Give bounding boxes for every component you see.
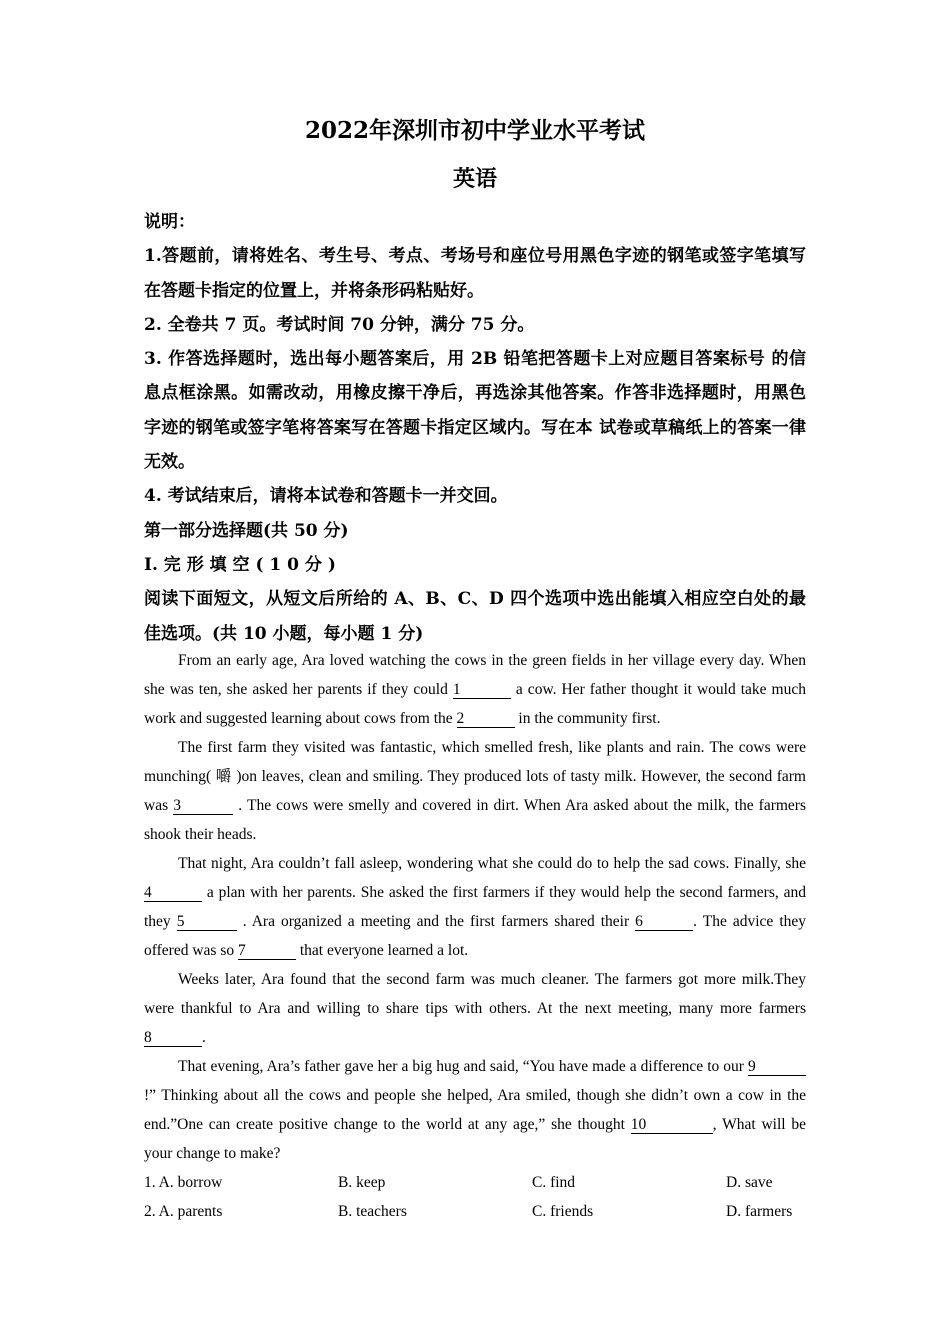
blank-8: 8 — [144, 1029, 202, 1047]
blank-7: 7 — [238, 942, 296, 960]
option-1b: B. keep — [338, 1174, 386, 1191]
section-heading: 第一部分选择题(共 50 分) — [144, 520, 349, 541]
option-1c: C. find — [532, 1174, 576, 1191]
option-2d: D. farmers — [726, 1203, 793, 1220]
blank-9: 9 — [748, 1058, 806, 1076]
blank-4: 4 — [144, 884, 202, 902]
blank-1: 1 — [453, 681, 511, 699]
subject-title: 英语 — [452, 166, 497, 192]
blank-2: 2 — [457, 710, 515, 728]
passage-paragraph-2: The first farm they visited was fantastic, which smelled fresh, like plants and rain. The cows were munching( 嚼 )on leaves, clean and smiling. They produced lots of tasty milk. However, the second farm was 3 . The cows were smelly and covered in dirt. When Ara asked about the milk, the farmers shook their heads. — [144, 739, 806, 843]
blank-6: 6 — [635, 913, 693, 931]
blank-5: 5 — [177, 913, 237, 931]
instruction-4: 4. 考试结束后，请将本试卷和答题卡一并交回。 — [144, 486, 508, 507]
instruction-2: 2. 全卷共 7 页。考试时间 70 分钟，满分 75 分。 — [144, 314, 535, 335]
instruction-1: 1.答题前，请将姓名、考生号、考点、考场号和座位号用黑色字迹的钢笔或签字笔填写在答题卡指定的位置上，并将条形码粘贴好。 — [144, 246, 806, 301]
answer-options — [144, 1168, 806, 1226]
option-2c: C. friends — [532, 1203, 594, 1220]
instructions-heading: 说明： — [144, 212, 195, 232]
page-title: 2022年深圳市初中学业水平考试 — [304, 117, 645, 144]
passage-paragraph-4: Weeks later, Ara found that the second farm was much cleaner. The farmers got more milk.They were thankful to Ara and willing to share tips with others. At the next meeting, many more farmers 8 . — [144, 971, 806, 1046]
option-2b: B. teachers — [338, 1203, 407, 1220]
blank-10: 10 — [631, 1116, 713, 1134]
cloze-heading: I. 完 形 填 空 ( 1 0 分 ) — [144, 554, 336, 575]
passage-paragraph-5: That evening, Ara’s father gave her a big hug and said, “You have made a difference to our 9 !” Thinking about all the cows and people she helped, Ara smiled, though she didn’t own a cow in the end.”One can create positive change to the world at any age,” she thought 10 , What will be your change to make? — [144, 1058, 806, 1162]
question-2-options — [144, 1197, 806, 1226]
passage-paragraph-1: From an early age, Ara loved watching the cows in the green fields in her village every day. When she was ten, she asked her parents if they could 1 a cow. Her father thought it would take much work and suggested learning about cows from the 2 in the community first. — [144, 652, 806, 727]
option-1d: D. save — [726, 1174, 773, 1191]
option-2a: 2. A. parents — [144, 1203, 223, 1220]
blank-3: 3 — [173, 797, 233, 815]
question-1-options — [144, 1168, 806, 1197]
option-1a: 1. A. borrow — [144, 1174, 223, 1191]
cloze-directions: 阅读下面短文，从短文后所给的 A、B、C、D 四个选项中选出能填入相应空白处的最佳选项。(共 10 小题，每小题 1 分) — [144, 589, 806, 644]
instruction-3: 3. 作答选择题时，选出每小题答案后，用 2B 铅笔把答题卡上对应题目答案标号 的信息点框涂黑。如需改动，用橡皮擦干净后，再选涂其他答案。作答非选择题时，用黑色字迹的钢笔或签字笔将答案写在答题卡指定区域内。写在本 试卷或草稿纸上的答案一律无效。 — [144, 349, 806, 473]
instructions-block — [144, 205, 806, 651]
passage-paragraph-3: That night, Ara couldn’t fall asleep, wondering what she could do to help the sad cows. Finally, she 4 a plan with her parents. She asked the first farmers if they would help the second farmers, and they 5 . Ara organized a meeting and the first farmers shared their 6 . The advice they offered was so 7 that everyone learned a lot. — [144, 855, 807, 959]
cloze-passage — [144, 646, 806, 1168]
